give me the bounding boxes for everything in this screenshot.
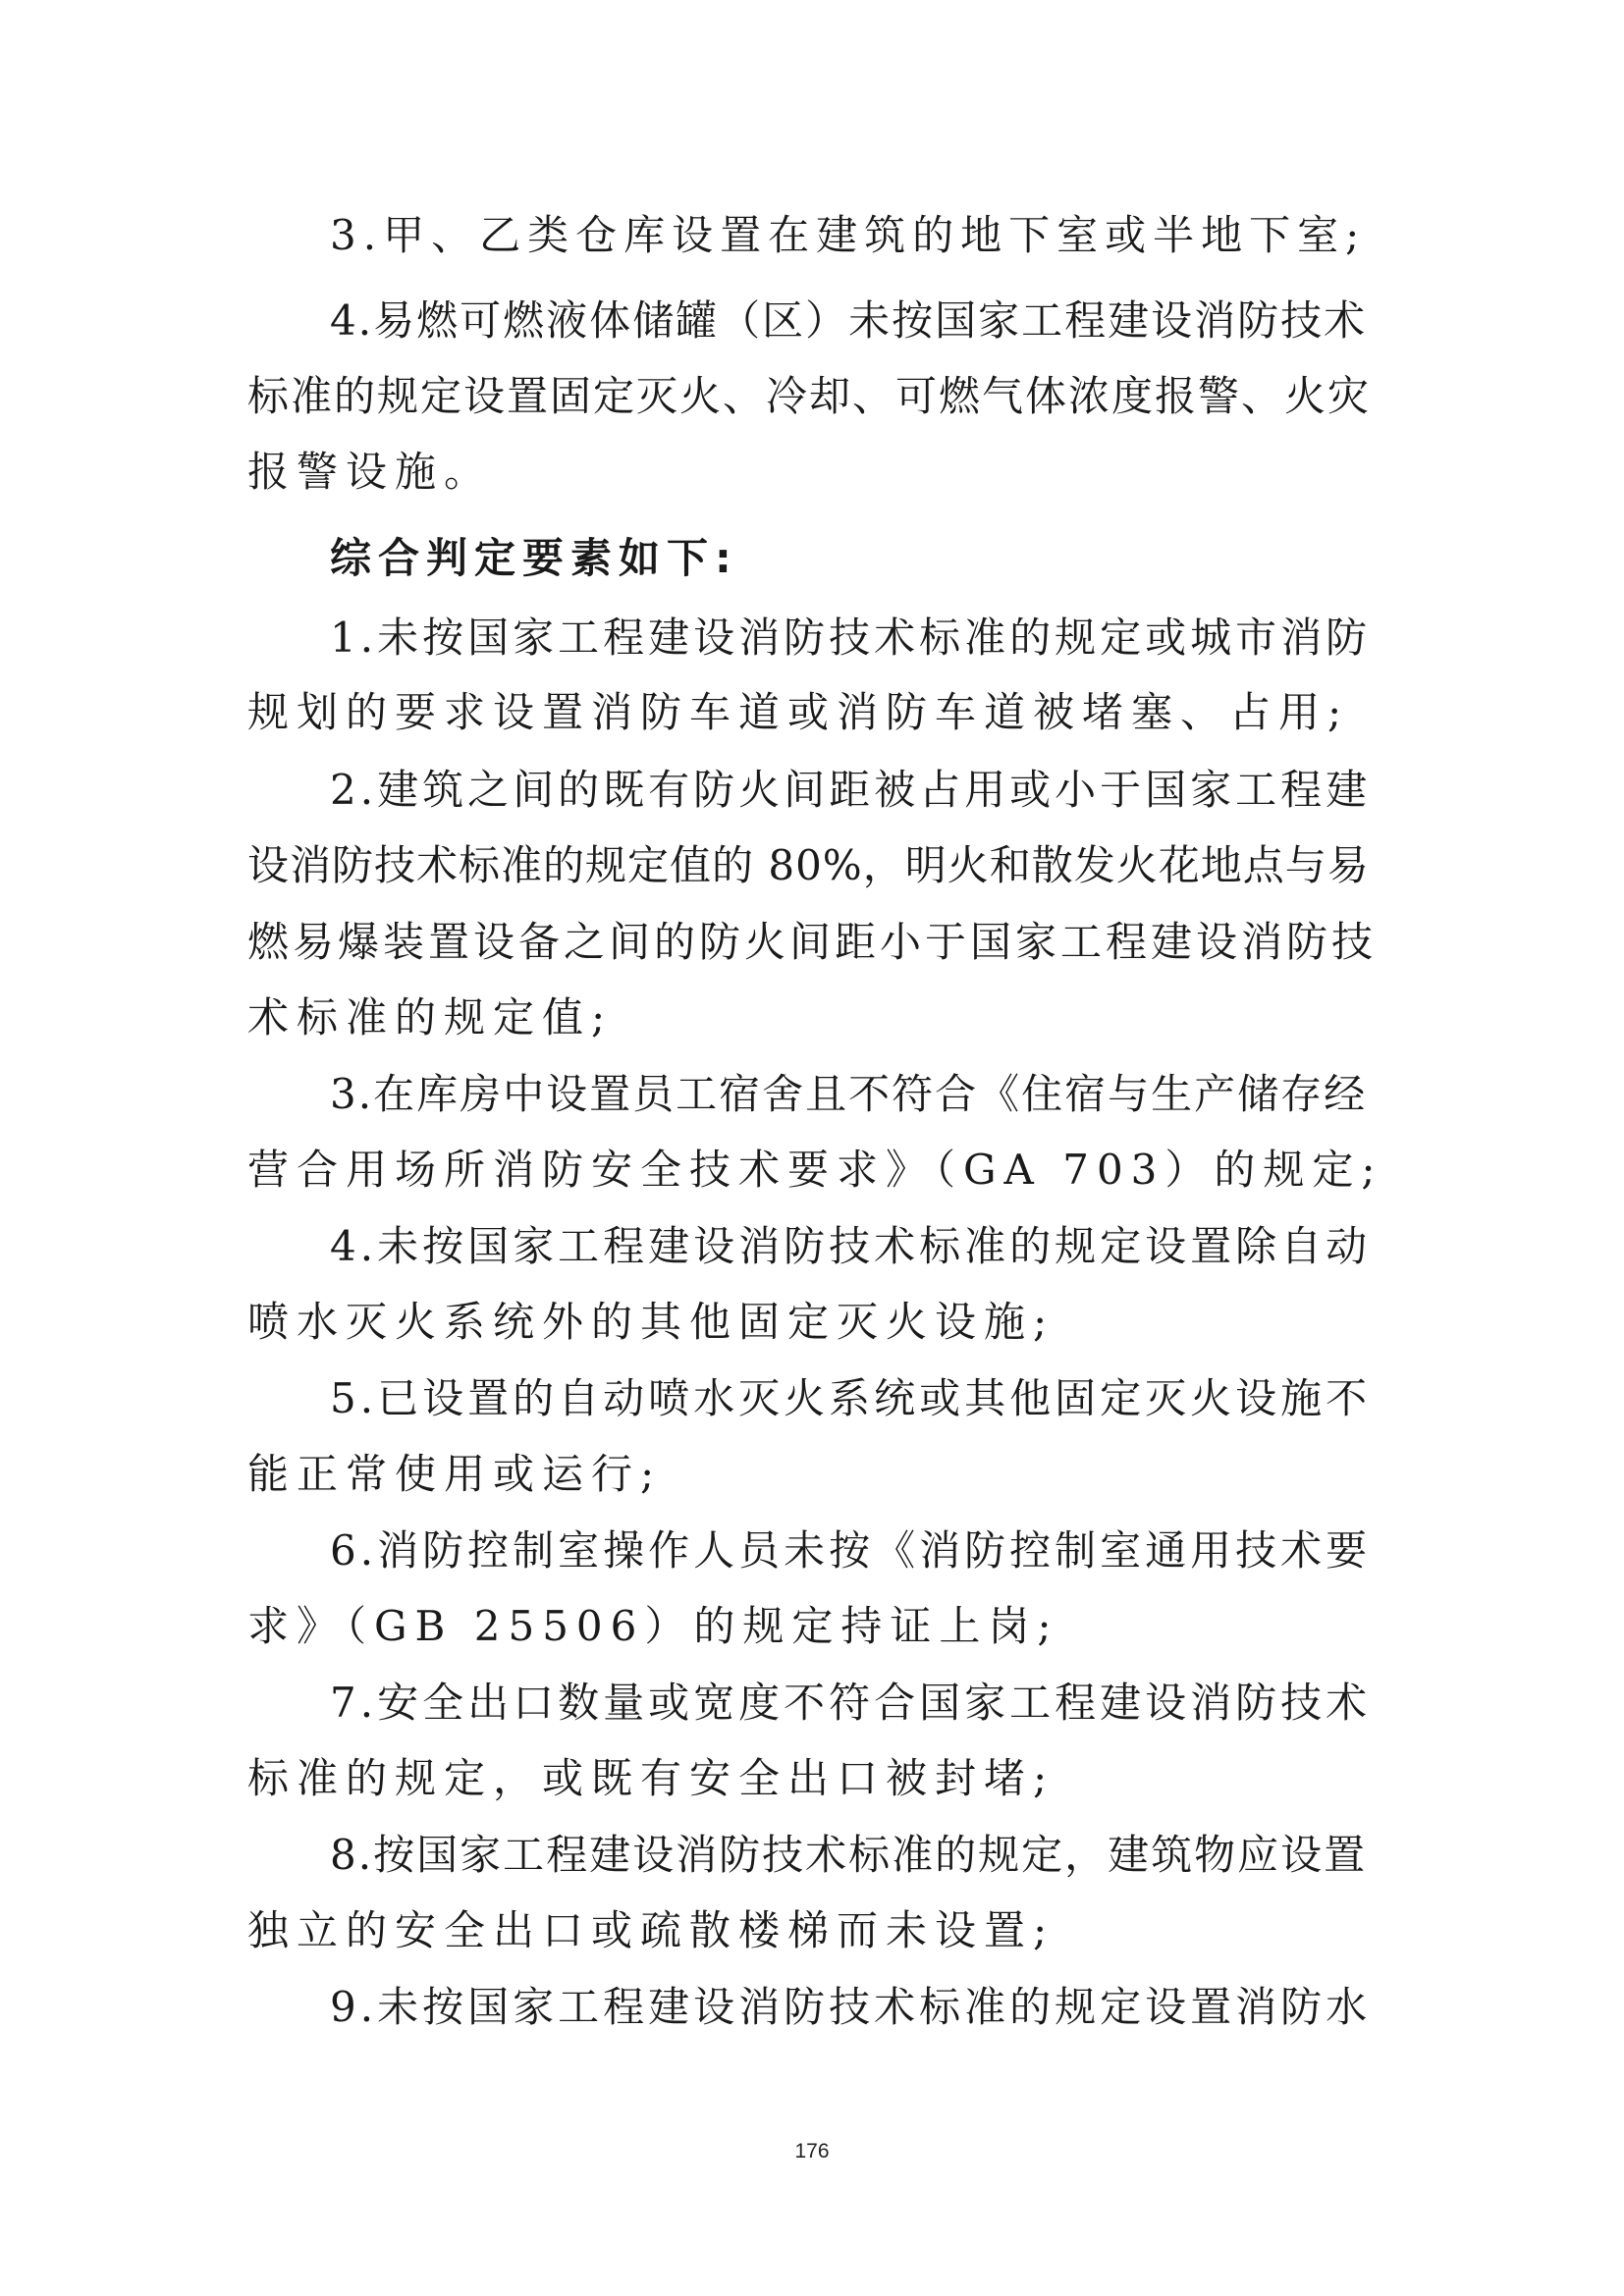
text-line: 独立的安全出口或疏散楼梯而未设置; [247,1906,1056,1954]
text-line: 规划的要求设置消防车道或消防车道被堵塞、占用; [247,688,1350,736]
text-line: 标准的规定设置固定灭火、冷却、可燃气体浓度报警、火灾 [247,372,1372,420]
text-line: 9.未按国家工程建设消防技术标准的规定设置消防水 [330,1983,1372,2031]
text-line: 4.未按国家工程建设消防技术标准的规定设置除自动 [330,1222,1372,1270]
text-line: 术标准的规定值; [247,993,614,1041]
text-line: 6.消防控制室操作人员未按《消防控制室通用技术要 [330,1526,1372,1575]
text-line: 3.在库房中设置员工宿舍且不符合《住宿与生产储存经 [330,1070,1368,1118]
text-line: 5.已设置的自动喷水灭火系统或其他固定灭火设施不 [330,1374,1372,1422]
text-line: 标准的规定，或既有安全出口被封堵; [247,1754,1056,1802]
text-line: 报警设施。 [247,448,494,496]
text-line: 营合用场所消防安全技术要求》（GA 703）的规定; [247,1146,1383,1194]
text-line: 2.建筑之间的既有防火间距被占用或小于国家工程建 [330,766,1372,814]
text-line: 4.易燃可燃液体储罐（区）未按国家工程建设消防技术 [330,296,1368,345]
text-line: 3.甲、乙类仓库设置在建筑的地下室或半地下室; [330,211,1367,259]
page-number: 176 [794,2140,830,2163]
text-line: 喷水灭火系统外的其他固定灭火设施; [247,1298,1056,1346]
text-line: 燃易爆装置设备之间的防火间距小于国家工程建设消防技 [247,918,1378,966]
text-line: 8.按国家工程建设消防技术标准的规定，建筑物应设置 [330,1831,1368,1879]
text-line: 能正常使用或运行; [247,1450,663,1498]
text-line: 设消防技术标准的规定值的 80%，明火和散发火花地点与易 [247,841,1370,889]
text-line: 1.未按国家工程建设消防技术标准的规定或城市消防 [330,614,1372,662]
text-line: 求》（GB 25506）的规定持证上岗; [247,1602,1059,1650]
text-line: 7.安全出口数量或宽度不符合国家工程建设消防技术 [330,1679,1372,1727]
section-heading: 综合判定要素如下: [330,534,738,582]
